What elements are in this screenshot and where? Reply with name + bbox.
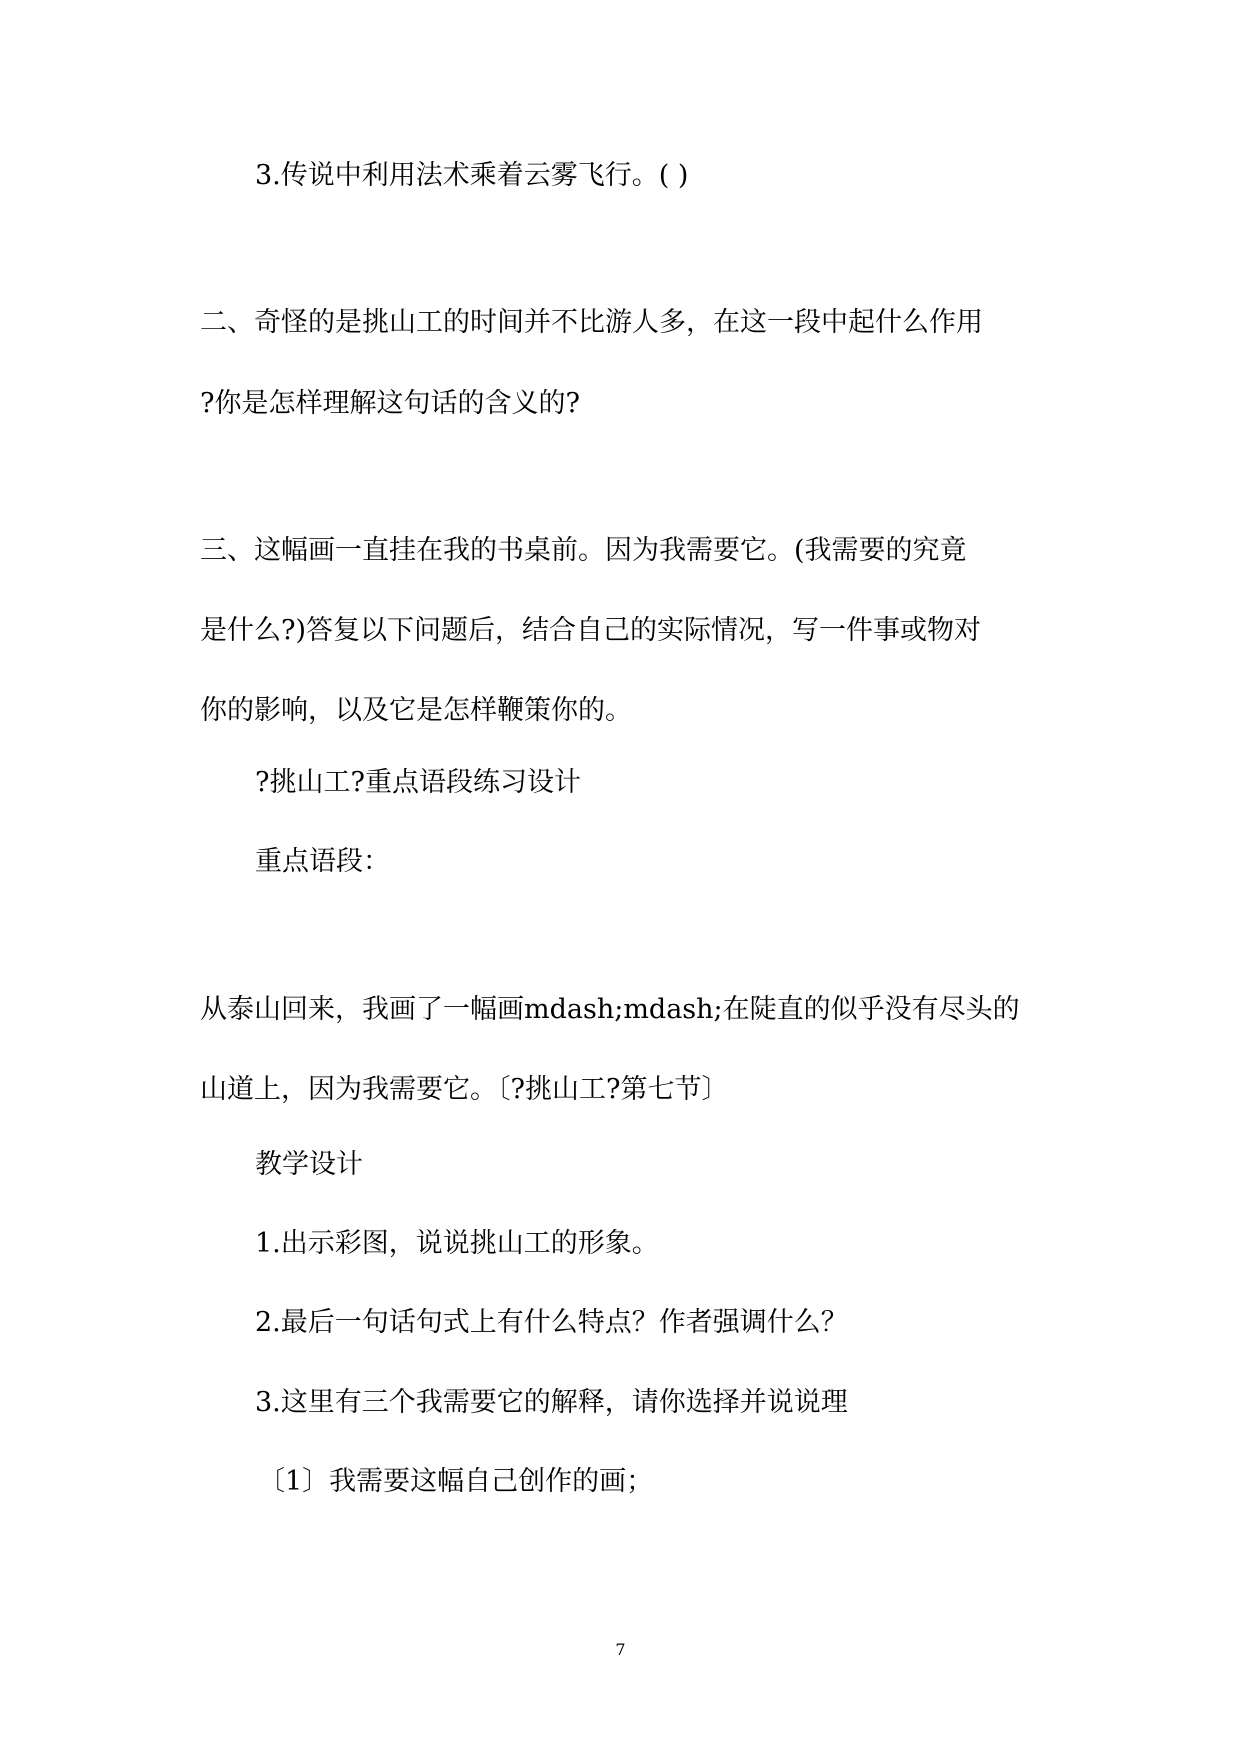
question-two-line-2: ?你是怎样理解这句话的含义的? xyxy=(200,388,580,419)
explanation-option-1: 〔1〕我需要这幅自己创作的画； xyxy=(258,1466,654,1497)
teaching-step-1: 1.出示彩图，说说挑山工的形象。 xyxy=(255,1228,659,1259)
question-two-line-1: 二、奇怪的是挑山工的时间并不比游人多，在这一段中起什么作用 xyxy=(200,307,983,338)
teaching-step-3: 3.这里有三个我需要它的解释，请你选择并说说理 xyxy=(255,1387,848,1418)
page-number: 7 xyxy=(615,1640,626,1659)
exercise-item-3: 3.传说中利用法术乘着云雾飞行。( ) xyxy=(255,160,689,191)
section-heading: ?挑山工?重点语段练习设计 xyxy=(255,767,581,798)
key-passage-label: 重点语段： xyxy=(255,846,390,877)
question-three-line-3: 你的影响，以及它是怎样鞭策你的。 xyxy=(200,695,632,726)
question-three-line-1: 三、这幅画一直挂在我的书桌前。因为我需要它。(我需要的究竟 xyxy=(200,535,967,566)
key-passage-line-1: 从泰山回来，我画了一幅画mdash;mdash;在陡直的似乎没有尽头的 xyxy=(200,994,1020,1025)
key-passage-line-2: 山道上，因为我需要它。〔?挑山工?第七节〕 xyxy=(200,1074,729,1105)
teaching-step-2: 2.最后一句话句式上有什么特点？作者强调什么？ xyxy=(255,1307,848,1338)
teaching-design-heading: 教学设计 xyxy=(255,1149,363,1180)
question-three-line-2: 是什么?)答复以下问题后，结合自己的实际情况，写一件事或物对 xyxy=(200,615,982,646)
